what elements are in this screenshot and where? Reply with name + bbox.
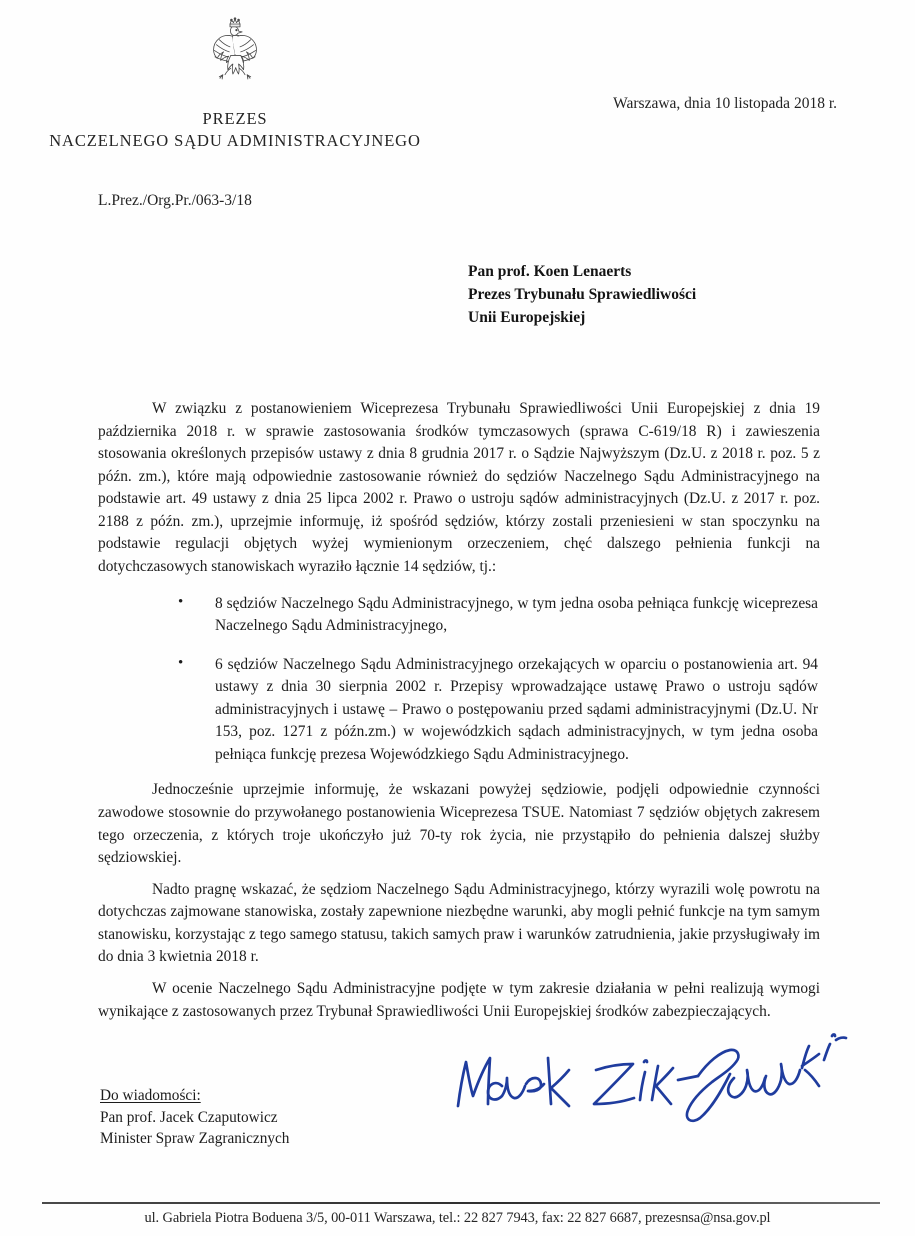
letter-body [98, 398, 820, 1023]
cc-recipient-position: Minister Spraw Zagranicznych [100, 1130, 290, 1148]
polish-eagle-emblem [199, 14, 271, 94]
office-title [0, 108, 470, 153]
judges-list [98, 593, 820, 767]
list-item: • 8 sędziów Naczelnego Sądu Administracyjnego, w tym jedna osoba pełniąca funkcję wiceprezesa Naczelnego Sądu Administracyjnego, [98, 593, 820, 638]
handwritten-signature [430, 1018, 850, 1136]
body-paragraph-1: W związku z postanowieniem Wiceprezesa Trybunału Sprawiedliwości Unii Europejskiej z dnia 19 października 2018 r. w sprawie zastosowania środków tymczasowych (sprawa C-619/18 R) i zawieszenia stosowania określonych przepisów ustawy z dnia 8 grudnia 2017 r. o Sądzie Najwyższym (Dz.U. z 2018 r. poz. 5 z późn. zm.), które mają odpowiednie zastosowanie również do sędziów Naczelnego Sądu Administracyjnego na podstawie art. 49 ustawy z dnia 25 lipca 2002 r. Prawo o ustroju sądów administracyjnych (Dz.U. z 2017 r. poz. 2188 z późn. zm.), uprzejmie informuję, iż spośród sędziów, którzy zostali przeniesieni w stan spoczynku na podstawie regulacji objętych wyżej wymienionym orzeczeniem, chęć dalszego pełnienia funkcji na dotychczasowych stanowiskach wyraziło łącznie 14 sędziów, tj.: [98, 400, 820, 575]
body-paragraph-3: Nadto pragnę wskazać, że sędziom Naczelnego Sądu Administracyjnego, którzy wyrazili wolę powrotu na dotychczas zajmowane stanowiska, zostały zapewnione niezbędne warunki, aby mogli pełnić funkcje na tym samym stanowisku, korzystając z tego samego statusu, takich samych praw i warunków zatrudnienia, jakie przysługiwały im do dnia 3 kwietnia 2018 r. [98, 880, 820, 966]
addressee-block [468, 261, 696, 329]
cc-title: Do wiadomości: [100, 1087, 201, 1104]
place-and-date: Warszawa, dnia 10 listopada 2018 r. [613, 95, 837, 112]
addressee-position: Prezes Trybunału Sprawiedliwości [468, 285, 697, 303]
footer-divider [42, 1202, 880, 1204]
letterhead [0, 14, 470, 153]
reference-number: L.Prez./Org.Pr./063-3/18 [98, 192, 252, 209]
body-paragraph-4: W ocenie Naczelnego Sądu Administracyjne podjęte w tym zakresie działania w pełni realizują wymogi wynikające z zastosowanych przez Trybunał Sprawiedliwości Unii Europejskiej środków zabezpieczających. [98, 979, 820, 1020]
office-title-line-1: PREZES [202, 109, 268, 128]
body-paragraph-2: Jednocześnie uprzejmie informuję, że wskazani powyżej sędziowie, podjęli odpowiednie czynności zawodowe stosownie do przywołanego postanowienia Wiceprezesa TSUE. Natomiast 7 sędziów objętych zakresem tego orzeczenia, z których troje ukończyło już 70-ty rok życia, nie przystąpiło do pełnienia dalszej służby sędziowskiej. [98, 781, 820, 867]
cc-block [100, 1085, 289, 1150]
office-title-line-2: NACZELNEGO SĄDU ADMINISTRACYJNEGO [49, 131, 421, 151]
addressee-institution: Unii Europejskiej [468, 308, 586, 326]
footer-contact: ul. Gabriela Piotra Boduena 3/5, 00-011 Warszawa, tel.: 22 827 7943, fax: 22 827 6687, prezesnsa@nsa.gov.pl [144, 1210, 771, 1226]
addressee-name: Pan prof. Koen Lenaerts [468, 263, 632, 280]
cc-recipient-name: Pan prof. Jacek Czaputowicz [100, 1108, 278, 1126]
list-item: • 6 sędziów Naczelnego Sądu Administracyjnego orzekających w oparciu o postanowienia art. 94 ustawy z dnia 30 sierpnia 2002 r. Przepisy wprowadzające ustawę Prawo o ustroju sądów administracyjnych i ustawę – Prawo o postępowaniu przed sądami administracyjnymi (Dz.U. Nr 153, poz. 1271 z późn.zm.) w wojewódzkich sądach administracyjnych, w tym jedna osoba pełniąca funkcję prezesa Wojewódzkiego Sądu Administracyjnego. [98, 654, 820, 767]
